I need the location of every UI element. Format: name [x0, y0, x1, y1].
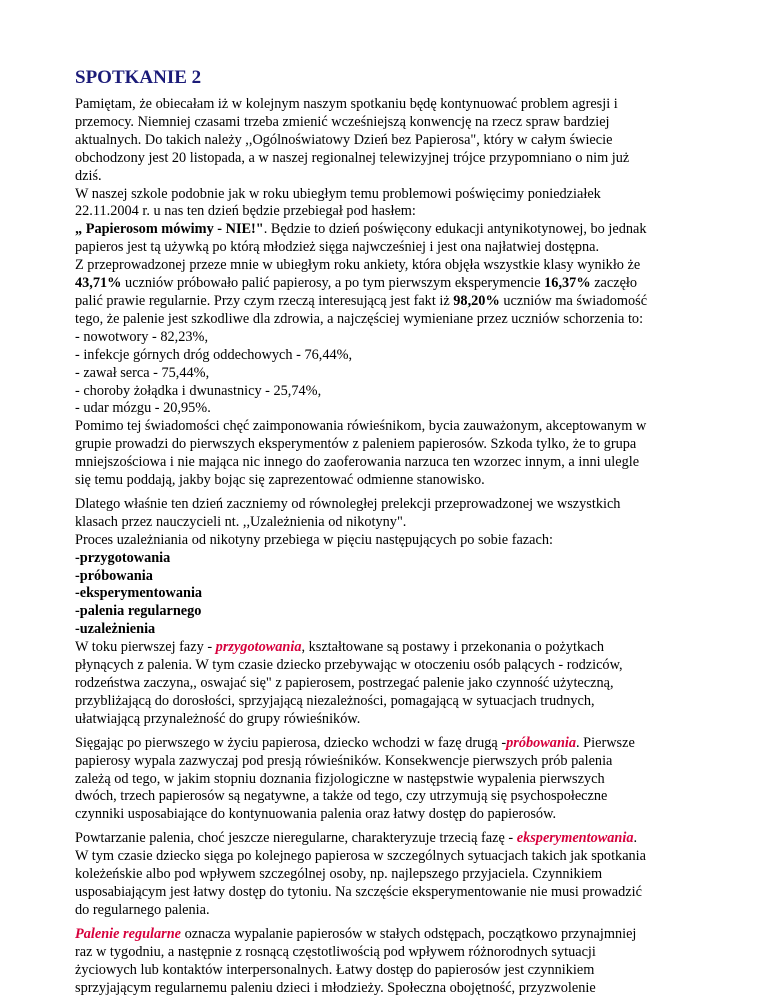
- paragraph-trying: [75, 735, 728, 825]
- text-fragment: Sięgając po pierwszego w życiu papierosa, dziecko wchodzi w fazę drugą -: [75, 735, 506, 751]
- text-line: dwóch, trzech papierosów są negatywne, a także od tego, czy utrzymują się psychospołeczne: [75, 788, 728, 806]
- text-line: papierosy wypala zazwyczaj pod presją rówieśników. Konsekwencje pierwszych prób palenia: [75, 753, 728, 771]
- text-line: do regularnego palenia.: [75, 902, 728, 920]
- disease-list-item: - choroby żołądka i dwunastnicy - 25,74%,: [75, 383, 728, 401]
- text-line: usposabiającym jest łatwy dostęp do tytoniu. Na szczęście eksperymentowanie nie musi prowadzić: [75, 884, 728, 902]
- text-line: życiowych lub kontaktów interpersonalnych. Łatwy dostęp do papierosów jest czynnikiem: [75, 962, 728, 980]
- percent-aware: 98,20%: [453, 293, 499, 309]
- phase-list-item: -palenia regularnego: [75, 603, 728, 621]
- text-line: koleżeńskie albo pod wpływem szczególnej osoby, np. najlepszego przyjaciela. Czynnikiem: [75, 866, 728, 884]
- text-line: grupie prowadzi do pierwszych eksperymentów z paleniem papierosów. Szkoda tylko, że to grupa: [75, 436, 728, 454]
- disease-list-item: - udar mózgu - 20,95%.: [75, 400, 728, 418]
- text-line: się temu poddają, jakby bojąc się zaprezentować odmienne stanowisko.: [75, 472, 728, 490]
- text-line: tego, że palenie jest szkodliwe dla zdrowia, a najczęściej wymieniane przez uczniów schorzenia to:: [75, 311, 728, 329]
- text-line: Pomimo tej świadomości chęć zaimponowania rówieśnikom, bycia zauważonym, akceptowanym w: [75, 418, 728, 436]
- text-fragment: uczniów próbowało palić papierosy, a po tym pierwszym eksperymencie: [121, 275, 544, 291]
- text-fragment: zaczęło: [591, 275, 637, 291]
- text-line: przybliżającą do dorosłości, sprzyjającą niezależności, pomagającą w sytuacjach trudnych,: [75, 693, 728, 711]
- text-line: W tym czasie dziecko sięga po kolejnego papierosa w szczególnych sytuacjach takich jak spotkania: [75, 848, 728, 866]
- text-fragment: . Będzie to dzień poświęcony edukacji antynikotynowej, bo jednak: [264, 221, 647, 237]
- highlight-term: próbowania: [506, 735, 576, 751]
- disease-list-item: - zawał serca - 75,44%,: [75, 365, 728, 383]
- text-line: klasach przez nauczycieli nt. ,,Uzależnienia od nikotyny".: [75, 514, 728, 532]
- text-fragment: . Pierwsze: [576, 735, 635, 751]
- text-line: Z przeprowadzonej przeze mnie w ubiegłym roku ankiety, która objęła wszystkie klasy wynikło że: [75, 257, 728, 275]
- text-line: [75, 275, 728, 293]
- text-line: dziś.: [75, 168, 728, 186]
- percent-tried: 43,71%: [75, 275, 121, 291]
- text-line: Pamiętam, że obiecałam iż w kolejnym naszym spotkaniu będę kontynuować problem agresji i: [75, 96, 728, 114]
- text-line: aktualnych. Do takich należy ,,Ogólnoświatowy Dzień bez Papierosa", który w całym świecie: [75, 132, 728, 150]
- text-line: papieros jest tą używką po którą młodzież sięga najwcześniej i jest ona najłatwiej dostępna.: [75, 239, 728, 257]
- text-line: zależą od tego, w jakim stopniu doznania fizjologiczne w następstwie wypalenia pierwszych: [75, 771, 728, 789]
- text-line: [75, 639, 728, 657]
- phase-list-item: -eksperymentowania: [75, 585, 728, 603]
- text-line: [75, 830, 728, 848]
- text-line: Proces uzależniania od nikotyny przebiega w pięciu następujących po sobie fazach:: [75, 532, 728, 550]
- slogan: „ Papierosom mówimy - NIE!": [75, 221, 264, 237]
- text-line: [75, 293, 728, 311]
- text-line: [75, 735, 728, 753]
- text-line: rodzeństwa zaczyna,, oswajać się" z papierosem, postrzegać palenie jako czynność użyteczną,: [75, 675, 728, 693]
- disease-list-item: - infekcje górnych dróg oddechowych - 76,44%,: [75, 347, 728, 365]
- highlight-term: przygotowania: [216, 639, 302, 655]
- paragraph-phases: [75, 496, 728, 729]
- text-fragment: W toku pierwszej fazy -: [75, 639, 216, 655]
- text-line: W naszej szkole podobnie jak w roku ubiegłym temu problemowi poświęcimy poniedziałek: [75, 186, 728, 204]
- text-line: obchodzony jest 20 listopada, a w naszej regionalnej telewizyjnej trójce przypomniano o nim już: [75, 150, 728, 168]
- page-title: SPOTKANIE 2: [75, 66, 728, 90]
- text-line: raz w tygodniu, a następnie z rosnącą częstotliwością pod wpływem różnorodnych sytuacji: [75, 944, 728, 962]
- phase-list-item: -uzależnienia: [75, 621, 728, 639]
- text-line: Dlatego właśnie ten dzień zaczniemy od równoległej prelekcji przeprowadzonej we wszystkich: [75, 496, 728, 514]
- text-fragment: Powtarzanie palenia, choć jeszcze nieregularne, charakteryzuje trzecią fazę -: [75, 830, 517, 846]
- text-line: 22.11.2004 r. u nas ten dzień będzie przebiegał pod hasłem:: [75, 203, 728, 221]
- paragraph-regular: [75, 926, 728, 997]
- phase-list-item: -przygotowania: [75, 550, 728, 568]
- text-fragment: uczniów ma świadomość: [500, 293, 647, 309]
- paragraph-experimenting: [75, 830, 728, 920]
- percent-regular: 16,37%: [544, 275, 590, 291]
- disease-list-item: - nowotwory - 82,23%,: [75, 329, 728, 347]
- text-line: przemocy. Niemniej czasami trzeba zmienić wcześniejszą konwencję na rzecz spraw bardziej: [75, 114, 728, 132]
- highlight-term: Palenie regularne: [75, 926, 181, 942]
- text-line: ułatwiającą przynależność do grupy rówieśników.: [75, 711, 728, 729]
- text-line: mniejszościowa i nie mająca nic innego do zaoferowania narzuca ten wzorzec innym, a inni ulegle: [75, 454, 728, 472]
- text-line: [75, 926, 728, 944]
- text-fragment: , kształtowane są postawy i przekonania o pożytkach: [301, 639, 604, 655]
- text-line: czynniki usposabiające do kontynuowania palenia oraz łatwy dostęp do papierosów.: [75, 806, 728, 824]
- text-line: sprzyjającym regularnemu paleniu dzieci i młodzieży. Społeczna obojętność, przyzwolenie: [75, 980, 728, 997]
- highlight-term: eksperymentowania: [517, 830, 634, 846]
- paragraph-intro: [75, 96, 728, 490]
- phase-list-item: -próbowania: [75, 568, 728, 586]
- text-fragment: .: [634, 830, 638, 846]
- text-line: płynących z palenia. W tym czasie dziecko przebywając w otoczeniu osób palących - rodziców,: [75, 657, 728, 675]
- text-fragment: palić prawie regularnie. Przy czym rzeczą interesującą jest fakt iż: [75, 293, 453, 309]
- text-line: [75, 221, 728, 239]
- text-fragment: oznacza wypalanie papierosów w stałych odstępach, początkowo przynajmniej: [181, 926, 636, 942]
